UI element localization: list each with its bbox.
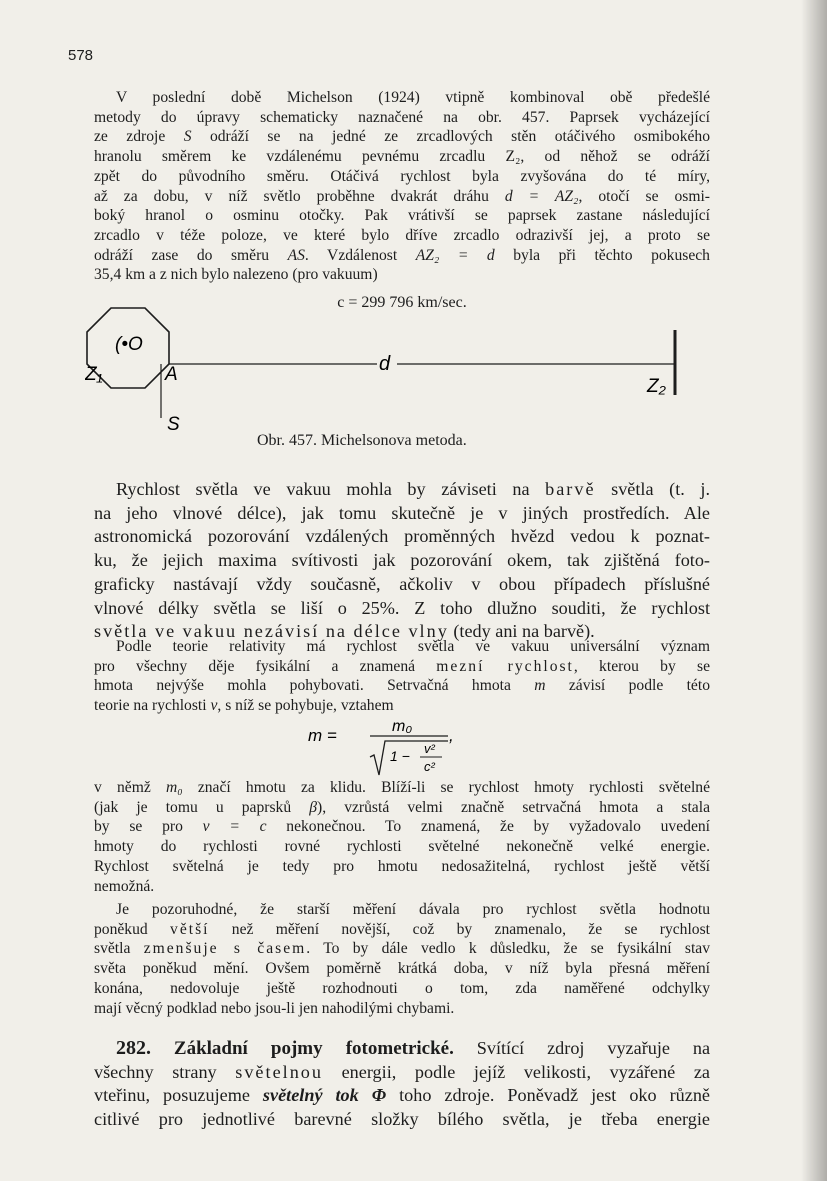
mirror-z2-label: Z₂ [647, 376, 666, 397]
michelson-diagram [85, 300, 705, 435]
mirror-z1-label: Z₁ [85, 364, 103, 385]
formula-one-minus: 1 − [390, 748, 410, 764]
page-edge-shadow [801, 0, 827, 1181]
paragraph-older-measurements: Je pozoruhodné, že starší měření dávala pro rychlost světla hodnotu poněkud větší než měření novější, což by znamenalo, že se rychlost světla zmenšuje s časem. To by dále vedlo k důsledku, že se fysikální stav světa poněkud mění. Ovšem poměrně krátká doba, v níž byla přesná měření konána, nedovoluje ještě rozhodnouti o tom, zda naměřené odchylky mají věcný podklad nebo jsou-li jen nahodilými chybami. [94, 901, 711, 1017]
section-number: 282. [116, 1037, 151, 1059]
point-a-label: A [165, 364, 178, 385]
formula-v-squared: v² [424, 741, 435, 756]
page-number: 578 [68, 47, 94, 64]
paragraph-color-dependence: Rychlost světla ve vakuu mohla by záviseti na barvě světla (t. j. na jeho vlnové délce), jak tomu skutečně je v jiných prostředích. Ale astronomická pozorování vzdálených proměnných hvězd vedou k poznat- ku, že jejich maxima svítivosti jak pozorování okem, tak zjištěná foto- graficky nastávají vždy současně, ačkoliv v obou případech příslušné vlnové délky světla se liší o 25%. Z toho dlužno souditi, že rychlost světla ve vakuu nezávisí na délce vlny (tedy ani na barvě). [94, 479, 710, 642]
formula-numerator: m₀ [392, 718, 413, 735]
relativistic-mass-formula [300, 715, 480, 780]
distance-label-d: d [379, 353, 391, 375]
equation-speed-of-light: c = 299 796 km/sec. [337, 294, 467, 312]
section-title: Základní pojmy fotometrické. [173, 1038, 454, 1059]
paragraph-michelson: V poslední době Michelson (1924) vtipně kombinoval obě předešlé metody do úpravy schematicky naznačené na obr. 457. Paprsek vycházející ze zdroje S odráží se na jedné ze zrcadlových stěn otáčivého osmibokého hranolu směrem ke vzdálenému pevnému zrcadlu Z₂, od něhož se odráží zpět do původního směru. Otáčivá rychlost byla zvyšována do té míry, až za dobu, v níž světlo proběhne dvakrát dráhu d = AZ₂, otočí se osmi- boký hranol o osminu otočky. Pak vrátivší se paprsek zastane následující zrcadlo v téže poloze, ve které bylo dříve zrcadlo odrazivší jej, a proto se odráží zase do směru AS. Vzdálenost AZ₂ = d byla při těchto pokusech 35,4 km a z nich bylo nalezeno (pro vakuum) c = 299 796 km/sec. [94, 89, 711, 312]
formula-c-squared: c² [424, 759, 435, 774]
formula-comma: , [449, 726, 454, 745]
source-s-label: S [167, 414, 180, 435]
prism-label: (•O [115, 334, 143, 355]
paragraph-rest-mass: v němž m₀ značí hmotu za klidu. Blíží-li se rychlost hmoty rychlosti světelné (jak je tomu u paprsků β), vzrůstá velmi značně setrvačná hmota a stala by se pro v = c nekonečnou. To znamená, že by vyžadovalo uvedení hmoty do rychlosti rovné rychlosti světelné nekonečně velké energie. Rychlost světelná je tedy pro hmotu nedosažitelná, rychlost ještě větší nemožná. [94, 779, 710, 895]
paragraph-relativity: Podle teorie relativity má rychlost světla ve vakuu universální význam pro všechny děje fysikální a znamená mezní rychlost, kterou by se hmota nejvýše mohla pohybovati. Setrvačná hmota m závisí podle této teorie na rychlosti v, s níž se pohybuje, vztahem [94, 638, 710, 715]
figure-caption: Obr. 457. Michelsonova metoda. [257, 432, 467, 449]
formula-lhs: m = [308, 726, 337, 745]
section-282: 282. Základní pojmy fotometrické. Svítící zdroj vyzařuje na všechny strany světelnou energii, podle jejíž velikosti, vyzářené za vteřinu, posuzujeme světelný tok Φ toho zdroje. Poněvadž jest oko různě citlivé pro jednotlivé barevné složky bílého světla, je třeba energie [94, 1037, 711, 1130]
